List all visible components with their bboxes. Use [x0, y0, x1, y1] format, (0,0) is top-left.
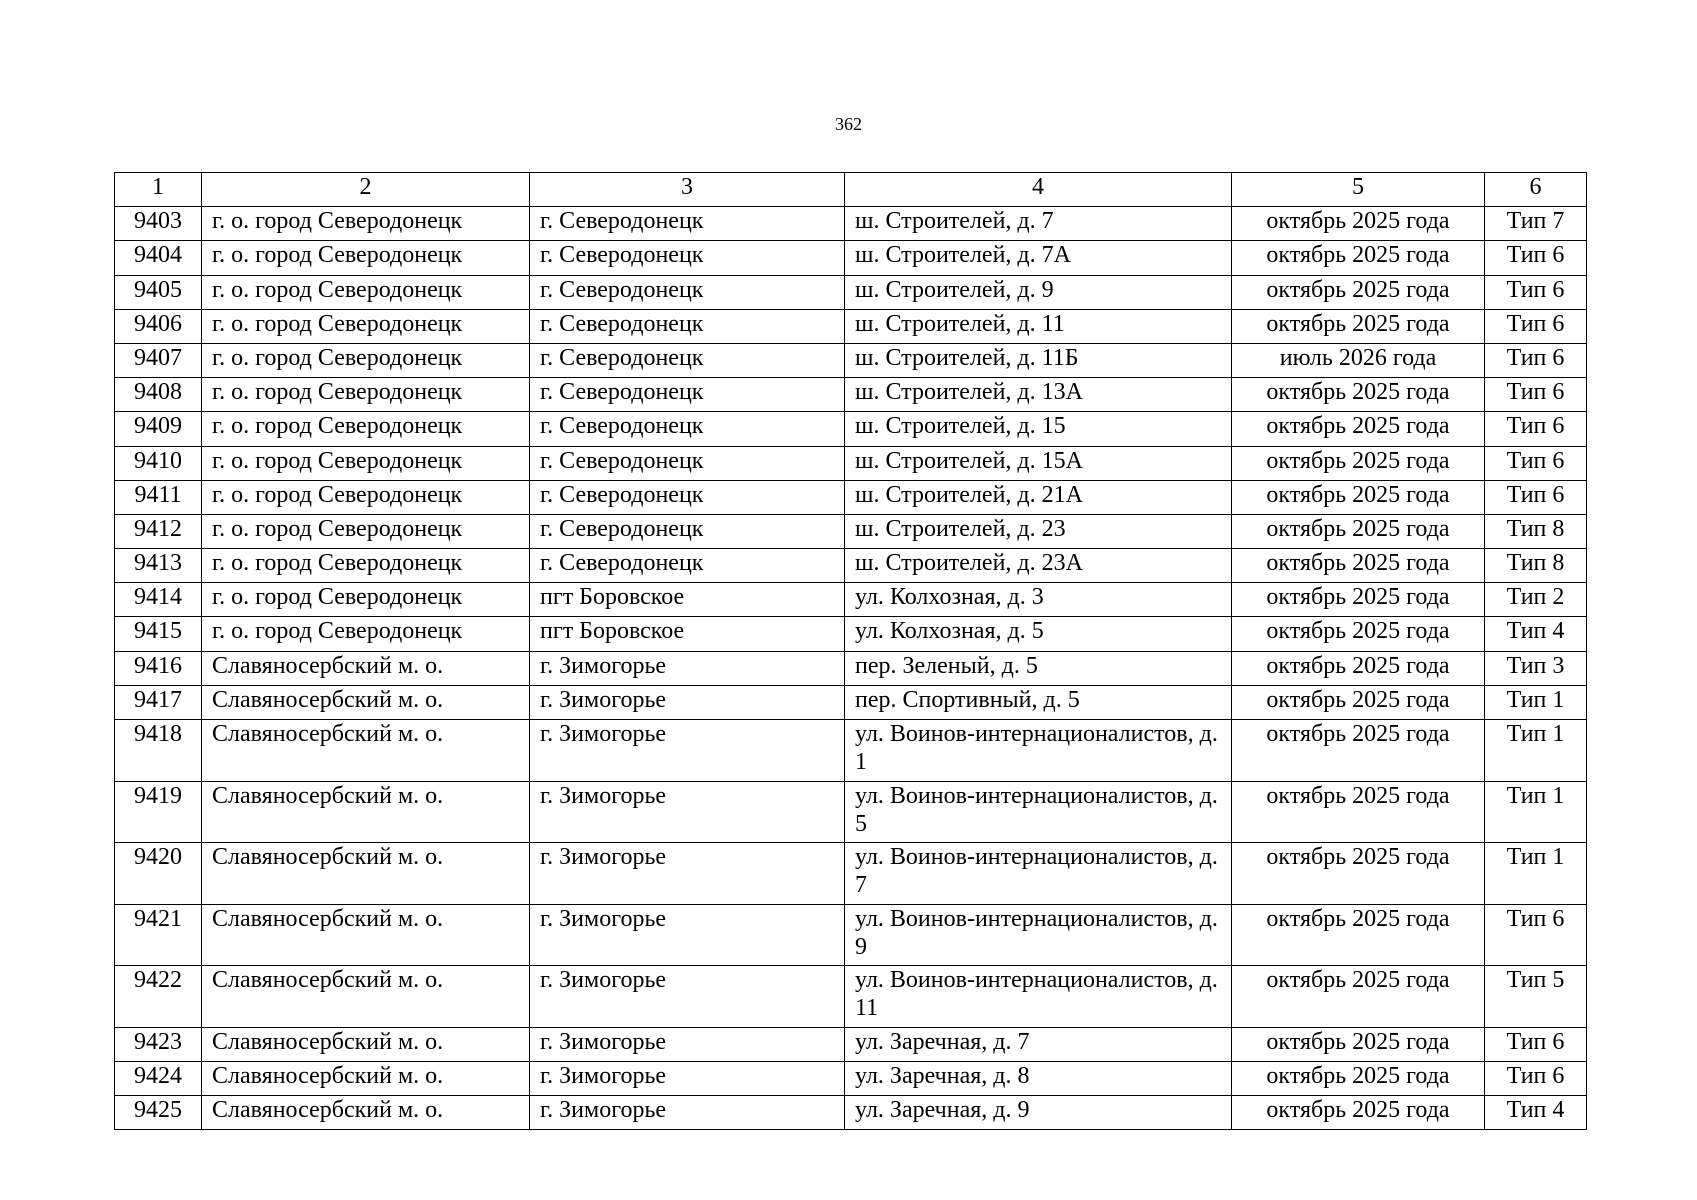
locality-cell: г. Северодонецк [530, 514, 845, 548]
row-number: 9410 [115, 446, 202, 480]
table-row [115, 412, 1587, 446]
district-cell: Славяносербский м. о. [202, 651, 530, 685]
table-row [115, 617, 1587, 651]
address-cell: ул. Воинов-интернационалистов, д. 1 [845, 720, 1232, 782]
column-header: 1 [115, 173, 202, 207]
district-cell: г. о. город Северодонецк [202, 446, 530, 480]
locality-cell: г. Северодонецк [530, 549, 845, 583]
locality-cell: г. Зимогорье [530, 1061, 845, 1095]
date-cell: октябрь 2025 года [1232, 720, 1485, 782]
date-cell: октябрь 2025 года [1232, 966, 1485, 1028]
type-cell: Тип 6 [1485, 309, 1587, 343]
type-cell: Тип 4 [1485, 617, 1587, 651]
type-cell: Тип 6 [1485, 480, 1587, 514]
locality-cell: г. Зимогорье [530, 1027, 845, 1061]
locality-cell: г. Северодонецк [530, 343, 845, 377]
type-cell: Тип 6 [1485, 1027, 1587, 1061]
address-cell: ш. Строителей, д. 23А [845, 549, 1232, 583]
address-cell: пер. Зеленый, д. 5 [845, 651, 1232, 685]
district-cell: Славяносербский м. о. [202, 781, 530, 843]
locality-cell: г. Зимогорье [530, 781, 845, 843]
address-cell: ш. Строителей, д. 9 [845, 275, 1232, 309]
locality-cell: г. Северодонецк [530, 309, 845, 343]
district-cell: г. о. город Северодонецк [202, 514, 530, 548]
table-row [115, 514, 1587, 548]
table-row [115, 207, 1587, 241]
date-cell: октябрь 2025 года [1232, 617, 1485, 651]
row-number: 9409 [115, 412, 202, 446]
district-cell: г. о. город Северодонецк [202, 583, 530, 617]
type-cell: Тип 6 [1485, 343, 1587, 377]
column-header: 6 [1485, 173, 1587, 207]
table-row [115, 343, 1587, 377]
date-cell: октябрь 2025 года [1232, 514, 1485, 548]
locality-cell: г. Северодонецк [530, 412, 845, 446]
locality-cell: г. Зимогорье [530, 904, 845, 966]
type-cell: Тип 6 [1485, 904, 1587, 966]
type-cell: Тип 1 [1485, 843, 1587, 905]
date-cell: октябрь 2025 года [1232, 549, 1485, 583]
district-cell: г. о. город Северодонецк [202, 549, 530, 583]
table-row [115, 378, 1587, 412]
address-cell: ул. Воинов-интернационалистов, д. 11 [845, 966, 1232, 1028]
type-cell: Тип 2 [1485, 583, 1587, 617]
date-cell: октябрь 2025 года [1232, 309, 1485, 343]
district-cell: г. о. город Северодонецк [202, 275, 530, 309]
type-cell: Тип 1 [1485, 781, 1587, 843]
date-cell: октябрь 2025 года [1232, 1061, 1485, 1095]
row-number: 9424 [115, 1061, 202, 1095]
address-cell: ул. Колхозная, д. 5 [845, 617, 1232, 651]
district-cell: г. о. город Северодонецк [202, 207, 530, 241]
table-row [115, 275, 1587, 309]
type-cell: Тип 1 [1485, 685, 1587, 719]
date-cell: октябрь 2025 года [1232, 583, 1485, 617]
date-cell: октябрь 2025 года [1232, 904, 1485, 966]
column-header: 5 [1232, 173, 1485, 207]
row-number: 9404 [115, 241, 202, 275]
locality-cell: г. Северодонецк [530, 378, 845, 412]
row-number: 9417 [115, 685, 202, 719]
locality-cell: г. Зимогорье [530, 843, 845, 905]
table-row [115, 446, 1587, 480]
district-cell: Славяносербский м. о. [202, 966, 530, 1028]
address-cell: ш. Строителей, д. 11 [845, 309, 1232, 343]
district-cell: Славяносербский м. о. [202, 843, 530, 905]
type-cell: Тип 4 [1485, 1095, 1587, 1129]
date-cell: октябрь 2025 года [1232, 1095, 1485, 1129]
row-number: 9422 [115, 966, 202, 1028]
table-row [115, 720, 1587, 782]
table-row [115, 1095, 1587, 1129]
table-body [115, 207, 1587, 1130]
table-row [115, 1027, 1587, 1061]
address-cell: ш. Строителей, д. 7А [845, 241, 1232, 275]
table-row [115, 583, 1587, 617]
locality-cell: г. Северодонецк [530, 207, 845, 241]
locality-cell: г. Северодонецк [530, 480, 845, 514]
address-cell: ул. Заречная, д. 8 [845, 1061, 1232, 1095]
type-cell: Тип 8 [1485, 514, 1587, 548]
date-cell: октябрь 2025 года [1232, 241, 1485, 275]
type-cell: Тип 5 [1485, 966, 1587, 1028]
column-header: 3 [530, 173, 845, 207]
date-cell: октябрь 2025 года [1232, 275, 1485, 309]
type-cell: Тип 3 [1485, 651, 1587, 685]
date-cell: октябрь 2025 года [1232, 480, 1485, 514]
date-cell: октябрь 2025 года [1232, 412, 1485, 446]
document-table [114, 172, 1587, 1130]
date-cell: октябрь 2025 года [1232, 685, 1485, 719]
table-row [115, 549, 1587, 583]
table-row [115, 966, 1587, 1028]
district-cell: Славяносербский м. о. [202, 904, 530, 966]
district-cell: г. о. город Северодонецк [202, 480, 530, 514]
row-number: 9406 [115, 309, 202, 343]
address-cell: ул. Заречная, д. 9 [845, 1095, 1232, 1129]
row-number: 9416 [115, 651, 202, 685]
type-cell: Тип 6 [1485, 275, 1587, 309]
row-number: 9414 [115, 583, 202, 617]
table-row [115, 904, 1587, 966]
table-row [115, 781, 1587, 843]
type-cell: Тип 7 [1485, 207, 1587, 241]
date-cell: июль 2026 года [1232, 343, 1485, 377]
type-cell: Тип 1 [1485, 720, 1587, 782]
table-row [115, 843, 1587, 905]
address-cell: ул. Воинов-интернационалистов, д. 7 [845, 843, 1232, 905]
address-cell: ул. Заречная, д. 7 [845, 1027, 1232, 1061]
type-cell: Тип 6 [1485, 412, 1587, 446]
date-cell: октябрь 2025 года [1232, 651, 1485, 685]
address-cell: ул. Колхозная, д. 3 [845, 583, 1232, 617]
table-row [115, 309, 1587, 343]
page-number: 362 [835, 114, 862, 134]
address-cell: ш. Строителей, д. 21А [845, 480, 1232, 514]
district-cell: г. о. город Северодонецк [202, 378, 530, 412]
row-number: 9415 [115, 617, 202, 651]
date-cell: октябрь 2025 года [1232, 207, 1485, 241]
table-header-row [115, 173, 1587, 207]
date-cell: октябрь 2025 года [1232, 378, 1485, 412]
table-row [115, 1061, 1587, 1095]
row-number: 9419 [115, 781, 202, 843]
address-cell: ш. Строителей, д. 15 [845, 412, 1232, 446]
row-number: 9405 [115, 275, 202, 309]
district-cell: Славяносербский м. о. [202, 685, 530, 719]
table-row [115, 480, 1587, 514]
locality-cell: г. Северодонецк [530, 275, 845, 309]
type-cell: Тип 6 [1485, 378, 1587, 412]
row-number: 9425 [115, 1095, 202, 1129]
row-number: 9420 [115, 843, 202, 905]
district-cell: Славяносербский м. о. [202, 1061, 530, 1095]
district-cell: г. о. город Северодонецк [202, 309, 530, 343]
district-cell: г. о. город Северодонецк [202, 343, 530, 377]
row-number: 9418 [115, 720, 202, 782]
type-cell: Тип 6 [1485, 446, 1587, 480]
date-cell: октябрь 2025 года [1232, 843, 1485, 905]
table-row [115, 685, 1587, 719]
table-row [115, 651, 1587, 685]
row-number: 9423 [115, 1027, 202, 1061]
district-cell: Славяносербский м. о. [202, 720, 530, 782]
locality-cell: пгт Боровское [530, 583, 845, 617]
district-cell: Славяносербский м. о. [202, 1027, 530, 1061]
locality-cell: г. Зимогорье [530, 1095, 845, 1129]
address-cell: ш. Строителей, д. 11Б [845, 343, 1232, 377]
type-cell: Тип 8 [1485, 549, 1587, 583]
district-cell: г. о. город Северодонецк [202, 241, 530, 275]
locality-cell: г. Северодонецк [530, 446, 845, 480]
address-cell: ул. Воинов-интернационалистов, д. 9 [845, 904, 1232, 966]
locality-cell: г. Зимогорье [530, 966, 845, 1028]
district-cell: г. о. город Северодонецк [202, 617, 530, 651]
address-cell: пер. Спортивный, д. 5 [845, 685, 1232, 719]
date-cell: октябрь 2025 года [1232, 446, 1485, 480]
district-cell: г. о. город Северодонецк [202, 412, 530, 446]
district-cell: Славяносербский м. о. [202, 1095, 530, 1129]
row-number: 9421 [115, 904, 202, 966]
date-cell: октябрь 2025 года [1232, 1027, 1485, 1061]
address-cell: ул. Воинов-интернационалистов, д. 5 [845, 781, 1232, 843]
type-cell: Тип 6 [1485, 1061, 1587, 1095]
table-row [115, 241, 1587, 275]
row-number: 9403 [115, 207, 202, 241]
row-number: 9411 [115, 480, 202, 514]
column-header: 4 [845, 173, 1232, 207]
date-cell: октябрь 2025 года [1232, 781, 1485, 843]
locality-cell: пгт Боровское [530, 617, 845, 651]
locality-cell: г. Зимогорье [530, 720, 845, 782]
address-cell: ш. Строителей, д. 7 [845, 207, 1232, 241]
row-number: 9412 [115, 514, 202, 548]
locality-cell: г. Зимогорье [530, 651, 845, 685]
locality-cell: г. Зимогорье [530, 685, 845, 719]
address-cell: ш. Строителей, д. 23 [845, 514, 1232, 548]
address-cell: ш. Строителей, д. 15А [845, 446, 1232, 480]
type-cell: Тип 6 [1485, 241, 1587, 275]
locality-cell: г. Северодонецк [530, 241, 845, 275]
address-cell: ш. Строителей, д. 13А [845, 378, 1232, 412]
row-number: 9407 [115, 343, 202, 377]
column-header: 2 [202, 173, 530, 207]
row-number: 9413 [115, 549, 202, 583]
row-number: 9408 [115, 378, 202, 412]
